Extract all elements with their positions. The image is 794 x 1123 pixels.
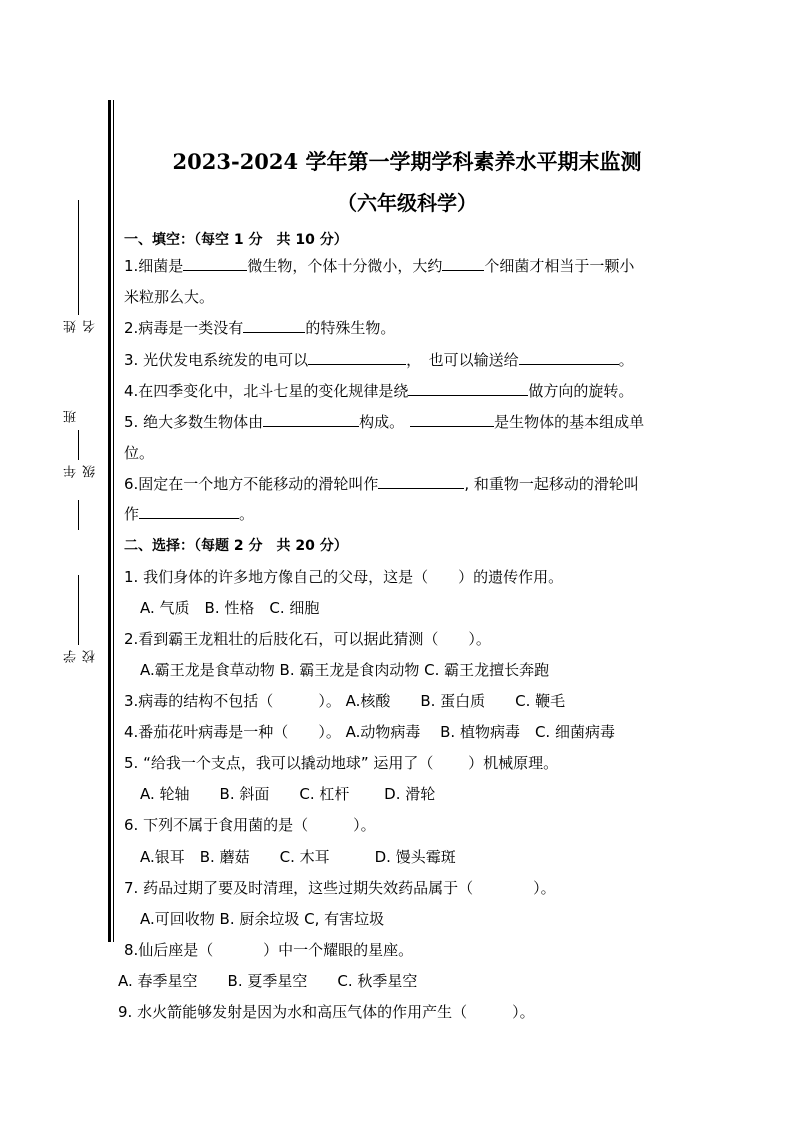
q3-blank-1[interactable]: [308, 350, 406, 365]
binding-rule-thin: [113, 100, 114, 942]
q6-text-d: 。: [239, 505, 255, 523]
class-blank-line[interactable]: [78, 430, 79, 460]
s1-question-3: [124, 349, 634, 370]
q4-text-a: 4.在四季变化中，北斗七星的变化规律是绕: [124, 382, 409, 400]
q2-blank[interactable]: [243, 318, 305, 333]
q5-text-a: 5. 绝大多数生物体由: [124, 413, 264, 431]
s1-question-5: [124, 411, 644, 432]
q5-text-c: 是生物体的基本组成单: [494, 413, 645, 431]
q6-blank-1[interactable]: [378, 474, 464, 489]
s2-question-5-options: A. 轮轴 B. 斜面 C. 杠杆 D. 滑轮: [140, 785, 436, 803]
exam-subtitle: （六年级科学）: [337, 191, 477, 215]
q1-text-a: 1.细菌是: [124, 257, 184, 275]
q2-text-b: 的特殊生物。: [305, 319, 396, 337]
q1-text-c: 个细菌才相当于一颗小: [484, 257, 635, 275]
grade-label: 年级: [64, 465, 98, 478]
q6-blank-2[interactable]: [139, 504, 239, 519]
q1-blank-1[interactable]: [183, 256, 247, 271]
s2-question-6-options: A.银耳 B. 蘑菇 C. 木耳 D. 馒头霉斑: [140, 848, 456, 866]
q5-text-b: 构成。: [359, 413, 405, 431]
s1-question-4: [124, 380, 633, 401]
q6-text-b: , 和重物一起移动的滑轮叫: [464, 475, 639, 493]
s2-question-6: 6. 下列不属于食用菌的是（ ）。: [124, 816, 376, 834]
s2-question-2-options: A.霸王龙是食草动物 B. 霸王龙是食肉动物 C. 霸王龙擅长奔跑: [140, 661, 550, 679]
s1-question-1-cont: 米粒那么大。: [124, 288, 215, 306]
s1-question-6: [124, 473, 639, 494]
s2-question-9: 9. 水火箭能够发射是因为水和高压气体的作用产生（ ）。: [118, 1003, 535, 1021]
s2-question-2: 2.看到霸王龙粗壮的后肢化石，可以据此猜测（ ）。: [124, 630, 491, 648]
q2-text-a: 2.病毒是一类没有: [124, 319, 244, 337]
s1-question-1: [124, 255, 634, 276]
q3-blank-2[interactable]: [519, 350, 619, 365]
q6-text-a: 6.固定在一个地方不能移动的滑轮叫作: [124, 475, 379, 493]
school-blank-line[interactable]: [78, 575, 79, 645]
s1-question-6-cont: [124, 503, 254, 524]
q5-blank-2[interactable]: [410, 412, 494, 427]
q5-blank-1[interactable]: [263, 412, 359, 427]
s2-question-7: 7. 药品过期了要及时清理，这些过期失效药品属于（ ）。: [124, 879, 556, 897]
s2-question-1-options: A. 气质 B. 性格 C. 细胞: [140, 599, 320, 617]
school-label: 学校: [64, 650, 98, 663]
s2-question-5: 5. “给我一个支点，我可以撬动地球” 运用了（ ）机械原理。: [124, 754, 559, 772]
s2-question-8-options: A. 春季星空 B. 夏季星空 C. 秋季星空: [118, 972, 418, 990]
s2-question-4: 4.番茄花叶病毒是一种（ ）。 A.动物病毒 B. 植物病毒 C. 细菌病毒: [124, 723, 615, 741]
q3-text-c: 。: [618, 351, 634, 369]
class-label: 班: [64, 410, 79, 423]
s1-question-5-cont: 位。: [124, 444, 155, 462]
name-blank-line[interactable]: [78, 200, 79, 315]
grade-blank-line[interactable]: [78, 500, 79, 530]
s2-question-8: 8.仙后座是（ ）中一个耀眼的星座。: [124, 941, 414, 959]
s2-question-1: 1. 我们身体的许多地方像自己的父母，这是（ ）的遗传作用。: [124, 568, 564, 586]
q6-text-c: 作: [124, 505, 140, 523]
s2-question-7-options: A.可回收物 B. 厨余垃圾 C, 有害垃圾: [140, 910, 385, 928]
exam-title: 2023-2024 学年第一学期学科素养水平期末监测: [172, 149, 642, 174]
s2-question-3: 3.病毒的结构不包括（ ）。 A.核酸 B. 蛋白质 C. 鞭毛: [124, 692, 566, 710]
s1-question-2: [124, 317, 395, 338]
q4-text-b: 做方向的旋转。: [528, 382, 634, 400]
q3-text-b: ， 也可以输送给: [406, 351, 519, 369]
section2-heading: 二、选择：（每题 2 分 共 20 分）: [124, 538, 348, 554]
q1-blank-2[interactable]: [442, 256, 484, 271]
name-label: 姓名: [64, 320, 98, 333]
q4-blank[interactable]: [408, 381, 528, 396]
q3-text-a: 3. 光伏发电系统发的电可以: [124, 351, 309, 369]
section1-heading: 一、填空：（每空 1 分 共 10 分）: [124, 232, 348, 248]
binding-rule-thick: [108, 100, 111, 942]
q1-text-b: 微生物，个体十分微小，大约: [247, 257, 443, 275]
